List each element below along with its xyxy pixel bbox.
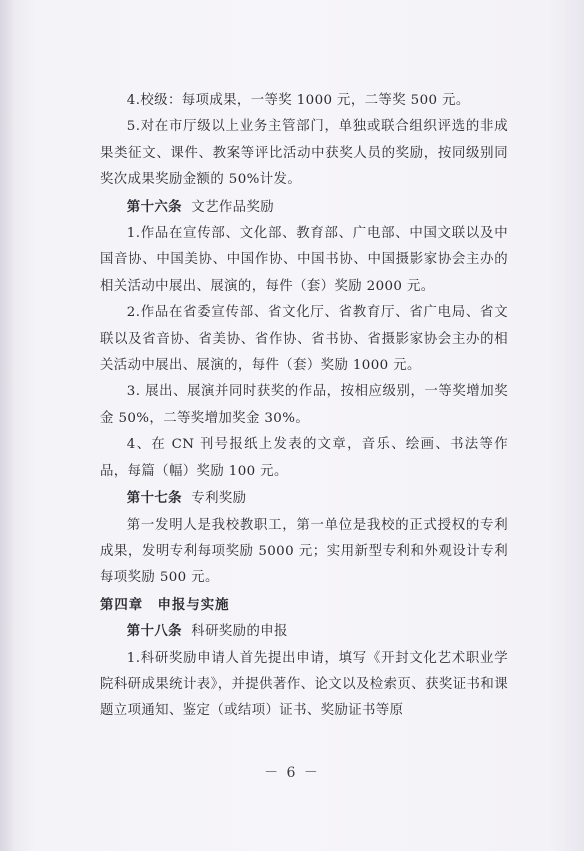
article-16-heading [100,194,508,221]
paragraph-school-level-award: 4.校级：每项成果，一等奖 1000 元，二等奖 500 元。 [126,93,470,108]
article-18-number: 第十八条 [126,623,182,640]
page-number: － 6 － [264,765,320,781]
paragraph-art-provincial: 2.作品在省委宣传部、省文化厅、省教育厅、省广电局、省文联以及省音协、省美协、省作协、省书协、省摄影家协会主办的相关活动中展出、展演的，每件（套）奖励 1000 元。 [100,305,508,374]
page-edge-shadow [0,0,14,851]
article-16-title: 文艺作品奖励 [191,199,275,215]
paragraph-art-bonus: 3. 展出、展演并同时获奖的作品，按相应级别，一等奖增加奖金 50%，二等奖增加奖金 30%。 [100,384,508,426]
paragraph-application-procedure: 1.科研奖励申请人首先提出申请，填写《开封文化艺术职业学院科研成果统计表》，并提供著作、论文以及检索页、获奖证书和课题立项通知、鉴定（或结项）证书、奖励证书等原 [100,650,508,719]
paragraph-non-achievement-award: 5.对在市厅级以上业务主管部门，单独或联合组织评选的非成果类征文、课件、教案等评比活动中获奖人员的奖励，按同级别同奖次成果奖励金额的 50%计发。 [100,119,508,188]
chapter-4-heading: 第四章 申报与实施 [100,596,230,613]
document-body [100,88,508,725]
article-17-title: 专利奖励 [191,491,247,507]
article-18-title: 科研奖励的申报 [191,624,288,640]
article-17-heading [100,485,508,512]
article-18-heading [100,618,508,645]
article-16-number: 第十六条 [126,198,182,215]
paragraph-patent-award: 第一发明人是我校教职工，第一单位是我校的正式授权的专利成果，发明专利每项奖励 5000 元；实用新型专利和外观设计专利每项奖励 500 元。 [100,517,508,586]
article-17-number: 第十七条 [126,490,182,507]
paragraph-art-national: 1.作品在宣传部、文化部、教育部、广电部、中国文联以及中国音协、中国美协、中国作协、中国书协、中国摄影家协会主办的相关活动中展出、展演的，每件（套）奖励 2000 元。 [100,226,508,294]
paragraph-cn-newspaper: 4、在 CN 刊号报纸上发表的文章，音乐、绘画、书法等作品，每篇（幅）奖励 100 元。 [100,437,508,479]
